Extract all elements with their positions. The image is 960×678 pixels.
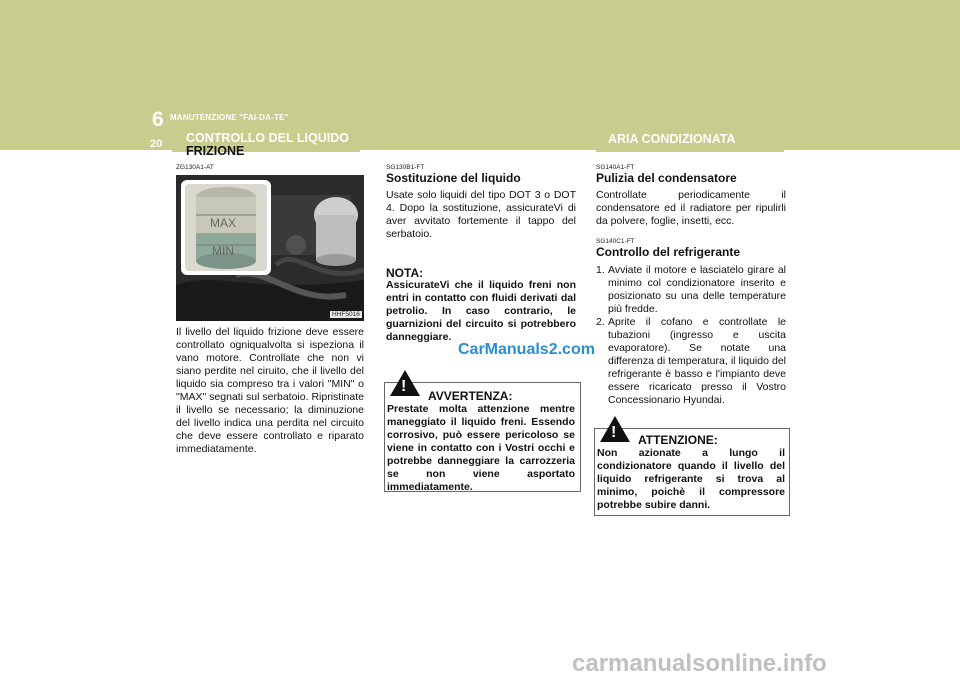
section-title-line1: CONTROLLO DEL LIQUIDO	[186, 131, 349, 145]
min-label: MIN	[212, 244, 234, 258]
step-item	[596, 264, 786, 316]
nota-text: AssicurateVi che il liquido freni non entri in contatto con fluidi derivati dal petrolio. In caso contrario, le guarnizioni del circuito si potrebbero danneggiare.	[386, 279, 576, 343]
header-band	[0, 0, 960, 150]
attention-icon-mark: !	[611, 424, 617, 441]
page-number: 20	[150, 138, 163, 150]
condenser-cleaning-text: Controllate periodicamente il condensatore ed il radiatore per ripulirli da polvere, foglie, insetti, ecc.	[596, 189, 786, 227]
chapter-title: MANUTENZIONE "FAI-DA-TE"	[170, 113, 289, 122]
max-label: MAX	[210, 216, 237, 230]
clutch-fluid-text: Il livello del liquido frizione deve essere controllato ogniqualvolta si ispeziona il vano motore. Controllate che non vi siano perdite nel ciruito, che il livello del liquido sia compreso tra i valori "MIN" o "MAX" segnati sul serbatoio. Ripristinate il livello se necessario; la diminuzione del livello indica una perdita nel circuito che deve essere controllato e riparato immediatamente.	[176, 326, 364, 455]
engine-photo	[176, 175, 364, 321]
step-text: Avviate il motore e lasciatelo girare al minimo col condizionatore inserito e posizionato su una delle temperature più fredde.	[608, 264, 786, 315]
step-item	[596, 316, 786, 407]
attention-text: Non azionate a lungo il condizionatore quando il livello del liquido refrigerante si trova al minimo, poichè il compressore potrebbe subire danni.	[597, 447, 785, 511]
step-number: 1.	[596, 264, 605, 276]
nota-title: NOTA:	[386, 266, 424, 280]
engine-photo-illustration	[176, 175, 364, 321]
ref-code: SG140C1-FT	[596, 238, 635, 245]
heading-condenser-cleaning: Pulizia del condensatore	[596, 171, 737, 185]
warning-icon-mark: !	[401, 378, 407, 395]
chapter-number: 6	[152, 108, 164, 131]
ref-code: SG140A1-FT	[596, 164, 635, 171]
fluid-replacement-text: Usate solo liquidi del tipo DOT 3 o DOT 4. Dopo la sostituzione, assicurateVi di aver avvitato fortemente il tappo del serbatoio.	[386, 189, 576, 240]
watermark-carmanualsonline[interactable]: carmanualsonline.info	[572, 650, 827, 677]
refrigerant-steps	[596, 264, 786, 407]
section-title-line2: FRIZIONE	[186, 144, 245, 158]
ref-code: SG130B1-FT	[386, 164, 425, 171]
watermark-carmanuals[interactable]: CarManuals2.com	[458, 341, 595, 358]
step-text: Aprite il cofano e controllate le tubazioni (ingresso e uscita evaporatore). Se notate una differenza di temperatura, il liquido del refrigerante è basso e l'impianto deve essere ricaricato presso il Vostro Concessionario Hyundai.	[608, 316, 786, 406]
warning-title: AVVERTENZA:	[428, 389, 513, 403]
attention-title: ATTENZIONE:	[638, 433, 718, 447]
heading-refrigerant-check: Controllo del refrigerante	[596, 245, 741, 259]
section-title-clutch-fluid	[186, 132, 356, 158]
section-title-air-conditioning: ARIA CONDIZIONATA	[608, 132, 736, 146]
step-number: 2.	[596, 316, 605, 328]
photo-code: HHF5016	[332, 311, 360, 318]
ref-code: ZG130A1-AT	[176, 164, 214, 171]
warning-text: Prestate molta attenzione mentre maneggiato il liquido freni. Essendo corrosivo, può essere pericoloso se viene in contatto con i Vostri occhi e potrebbe danneggiare la carrozzeria se non viene asportato immediatamente.	[387, 403, 575, 493]
heading-fluid-replacement: Sostituzione del liquido	[386, 171, 521, 185]
